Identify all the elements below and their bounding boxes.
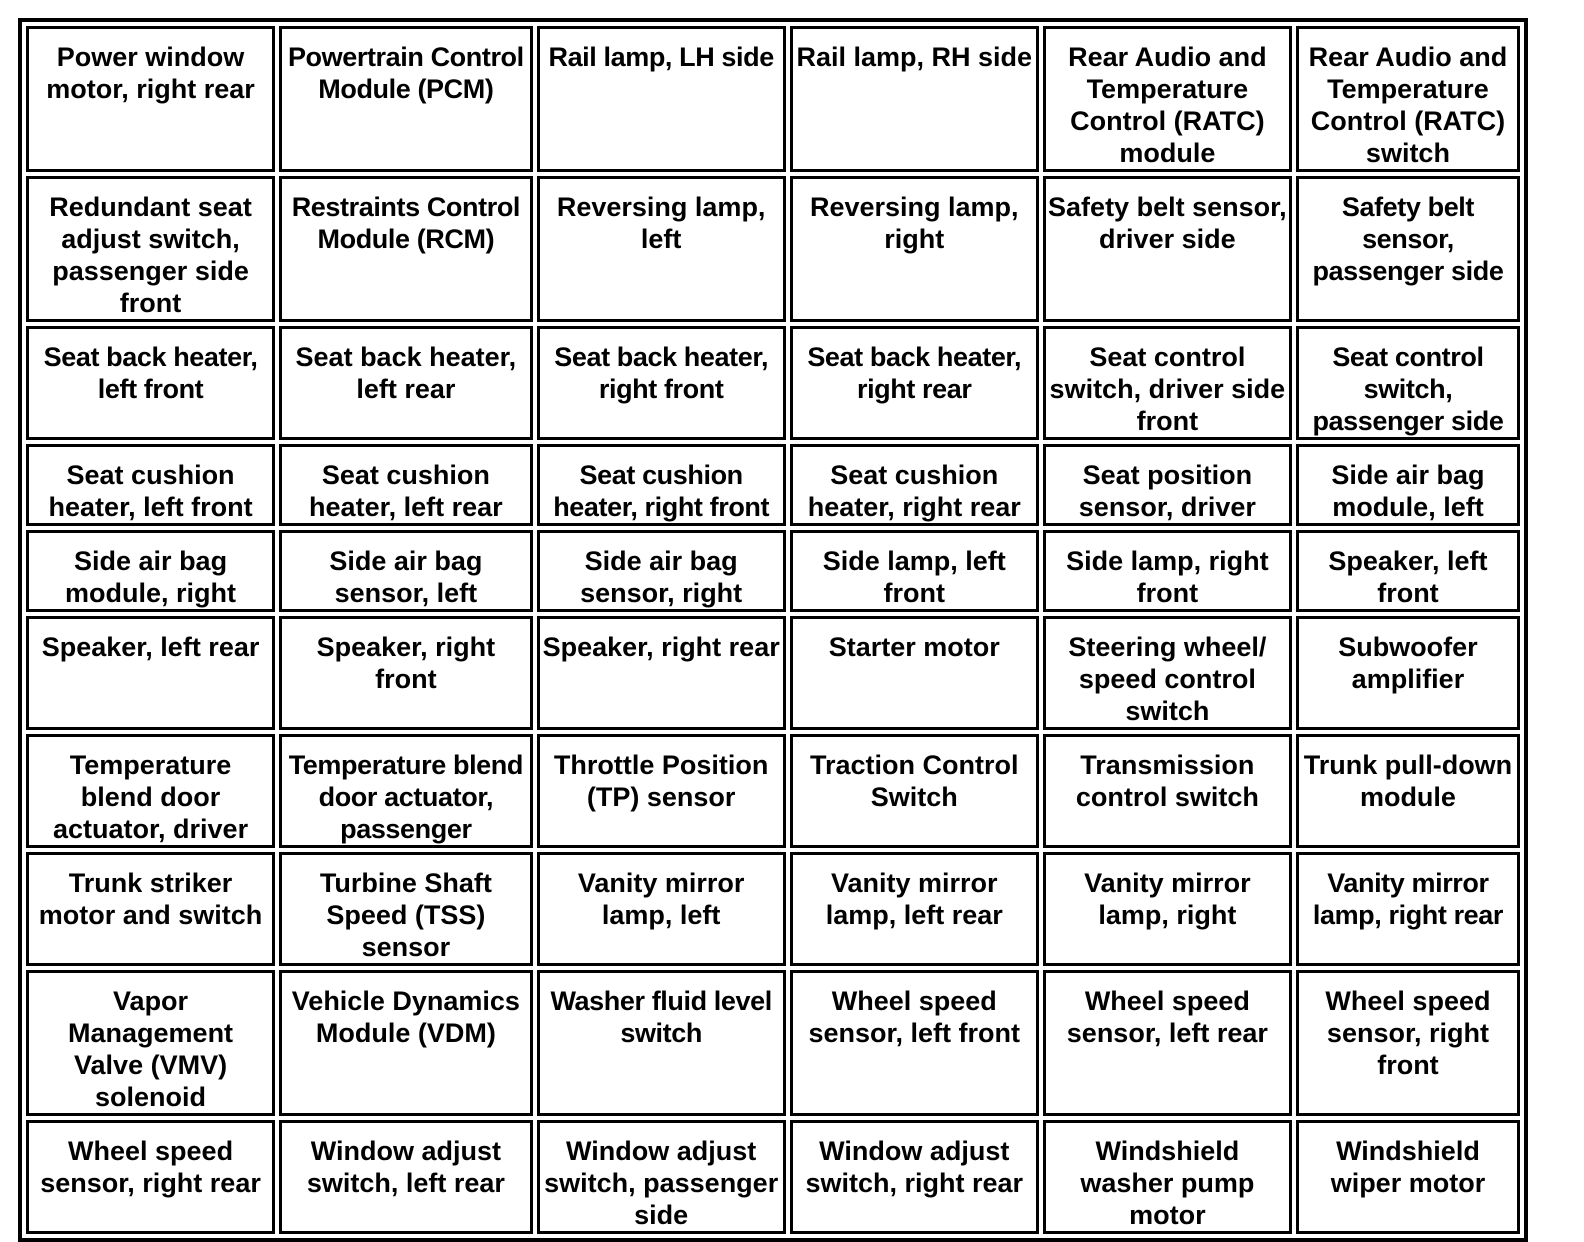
table-cell: Seat cushion heater, left rear bbox=[279, 444, 533, 526]
table-cell: Trunk pull-down module bbox=[1296, 734, 1520, 848]
table-cell: Wheel speed sensor, right front bbox=[1296, 970, 1520, 1116]
table-row bbox=[26, 326, 1520, 440]
table-cell: Window adjust switch, passenger side bbox=[537, 1120, 786, 1234]
table-cell: Side air bag sensor, right bbox=[537, 530, 786, 612]
table-cell: Windshield wiper motor bbox=[1296, 1120, 1520, 1234]
component-table bbox=[18, 18, 1528, 1242]
table-cell: Speaker, right rear bbox=[537, 616, 786, 730]
table-cell: Speaker, left front bbox=[1296, 530, 1520, 612]
table-cell: Rear Audio and Temperature Control (RATC) switch bbox=[1296, 26, 1520, 172]
table-cell: Washer fluid level switch bbox=[537, 970, 786, 1116]
table-cell: Redundant seat adjust switch, passenger side front bbox=[26, 176, 275, 322]
table-cell: Reversing lamp, right bbox=[790, 176, 1039, 322]
table-cell: Seat back heater, left front bbox=[26, 326, 275, 440]
table-row bbox=[26, 444, 1520, 526]
table-cell: Seat cushion heater, right front bbox=[537, 444, 786, 526]
table-cell: Safety belt sensor, driver side bbox=[1043, 176, 1292, 322]
table-cell: Vanity mirror lamp, left rear bbox=[790, 852, 1039, 966]
table-cell: Temperature blend door actuator, driver bbox=[26, 734, 275, 848]
table-cell: Traction Control Switch bbox=[790, 734, 1039, 848]
table-row bbox=[26, 616, 1520, 730]
table-cell: Temperature blend door actuator, passenger bbox=[279, 734, 533, 848]
table-cell: Speaker, right front bbox=[279, 616, 533, 730]
table-cell: Seat cushion heater, right rear bbox=[790, 444, 1039, 526]
table-cell: Transmission control switch bbox=[1043, 734, 1292, 848]
table-cell: Reversing lamp, left bbox=[537, 176, 786, 322]
table-row bbox=[26, 530, 1520, 612]
table-cell: Powertrain Control Module (PCM) bbox=[279, 26, 533, 172]
table-row bbox=[26, 1120, 1520, 1234]
table-row bbox=[26, 176, 1520, 322]
table-cell: Side lamp, right front bbox=[1043, 530, 1292, 612]
table-cell: Side air bag module, right bbox=[26, 530, 275, 612]
table-cell: Starter motor bbox=[790, 616, 1039, 730]
table-cell: Vapor Management Valve (VMV) solenoid bbox=[26, 970, 275, 1116]
table-cell: Trunk striker motor and switch bbox=[26, 852, 275, 966]
table-cell: Window adjust switch, right rear bbox=[790, 1120, 1039, 1234]
table-cell: Window adjust switch, left rear bbox=[279, 1120, 533, 1234]
table-cell: Seat control switch, passenger side bbox=[1296, 326, 1520, 440]
table-cell: Side air bag sensor, left bbox=[279, 530, 533, 612]
table-cell: Seat back heater, right front bbox=[537, 326, 786, 440]
table-row bbox=[26, 26, 1520, 172]
table-cell: Rail lamp, LH side bbox=[537, 26, 786, 172]
table-cell: Vanity mirror lamp, right rear bbox=[1296, 852, 1520, 966]
table-row bbox=[26, 734, 1520, 848]
table-cell: Throttle Position (TP) sensor bbox=[537, 734, 786, 848]
table-cell: Side lamp, left front bbox=[790, 530, 1039, 612]
table-cell: Subwoofer amplifier bbox=[1296, 616, 1520, 730]
table-cell: Vanity mirror lamp, right bbox=[1043, 852, 1292, 966]
table-cell: Power window motor, right rear bbox=[26, 26, 275, 172]
table-cell: Speaker, left rear bbox=[26, 616, 275, 730]
table-cell: Seat back heater, right rear bbox=[790, 326, 1039, 440]
table-cell: Wheel speed sensor, left front bbox=[790, 970, 1039, 1116]
table-cell: Seat position sensor, driver bbox=[1043, 444, 1292, 526]
table-cell: Rear Audio and Temperature Control (RATC) module bbox=[1043, 26, 1292, 172]
table-cell: Vanity mirror lamp, left bbox=[537, 852, 786, 966]
table-cell: Seat cushion heater, left front bbox=[26, 444, 275, 526]
table-cell: Restraints Control Module (RCM) bbox=[279, 176, 533, 322]
table-cell: Rail lamp, RH side bbox=[790, 26, 1039, 172]
table-cell: Seat control switch, driver side front bbox=[1043, 326, 1292, 440]
table-row bbox=[26, 970, 1520, 1116]
table-cell: Windshield washer pump motor bbox=[1043, 1120, 1292, 1234]
table-cell: Safety belt sensor, passenger side bbox=[1296, 176, 1520, 322]
table-cell: Seat back heater, left rear bbox=[279, 326, 533, 440]
table-cell: Steering wheel/ speed control switch bbox=[1043, 616, 1292, 730]
table-cell: Wheel speed sensor, right rear bbox=[26, 1120, 275, 1234]
table-cell: Vehicle Dynamics Module (VDM) bbox=[279, 970, 533, 1116]
table-cell: Turbine Shaft Speed (TSS) sensor bbox=[279, 852, 533, 966]
table-cell: Side air bag module, left bbox=[1296, 444, 1520, 526]
table-row bbox=[26, 852, 1520, 966]
table-cell: Wheel speed sensor, left rear bbox=[1043, 970, 1292, 1116]
